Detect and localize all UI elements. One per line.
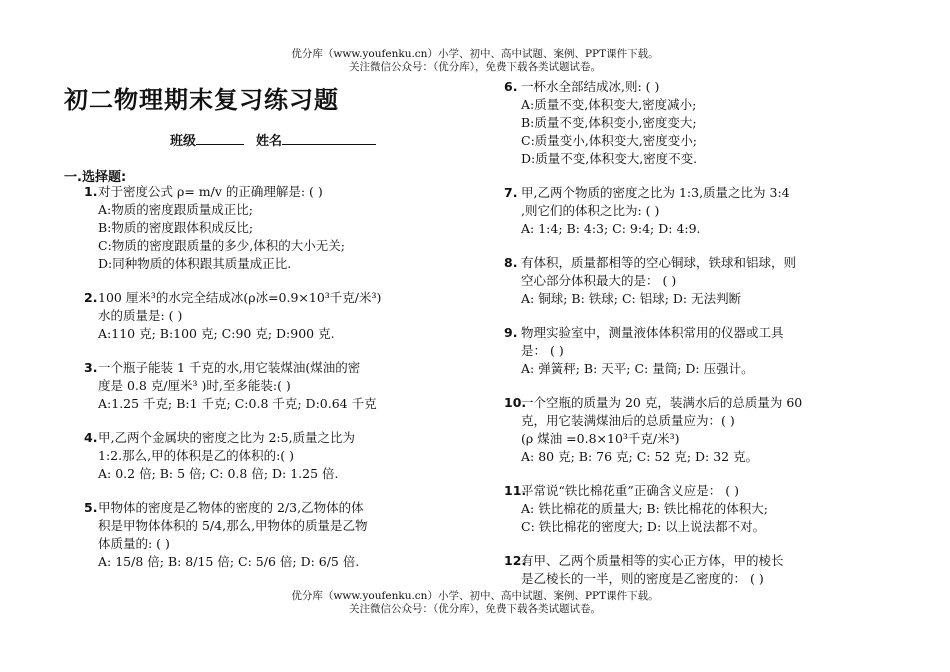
question-text: 有体积，质量都相等的空心铜球，铁球和铝球，则 [521, 255, 797, 270]
question-line: ,则它们的体积之比为: ( ) [521, 203, 660, 218]
footer-line-2: 关注微信公众号：（优分库），免费下载各类试题试卷。 [349, 603, 601, 615]
question-text: 一个瓶子能装 1 千克的水,用它装煤油(煤油的密 [98, 360, 361, 375]
question-line: A: 铜球; B: 铁球; C: 铝球; D: 无法判断 [521, 291, 742, 306]
question-text: 100 厘米³的水完全结成冰(ρ冰=0.9×10³千克/米³) [98, 290, 382, 305]
question-text: 甲,乙两个金属块的密度之比为 2:5,质量之比为 [98, 430, 356, 445]
question-line: 度是 0.8 克/厘米³ )时,至多能装:( ) [98, 378, 291, 393]
question-number: 12. [504, 553, 527, 568]
question-line: A:110 克; B:100 克; C:90 克; D:900 克. [98, 326, 335, 341]
question-number: 7. [504, 185, 518, 200]
question-line: 积是甲物体体积的 5/4,那么,甲物体的质量是乙物 [98, 518, 368, 533]
question-number: 5. [84, 500, 98, 515]
question-number: 3. [84, 360, 98, 375]
question-text: 有甲、乙两个质量相等的实心正方体，甲的棱长 [521, 553, 784, 568]
question-line: (ρ 煤油 =0.8×10³千克/米³) [521, 431, 680, 446]
question-line: 水的质量是: ( ) [98, 308, 183, 323]
question-line: A: 铁比棉花的质量大; B: 铁比棉花的体积大; [521, 501, 768, 516]
class-label: 班级 [170, 134, 197, 149]
question-line: 是： ( ) [521, 343, 564, 358]
question-number: 9. [504, 325, 518, 340]
class-name-line [170, 130, 376, 149]
name-label: 姓名 [256, 134, 283, 149]
question-line: A:质量不变,体积变大,密度减小; [521, 97, 697, 112]
question-line: A: 0.2 倍; B: 5 倍; C: 0.8 倍; D: 1.25 倍. [98, 466, 339, 481]
question-line: B:物质的密度跟体积成反比; [98, 220, 254, 235]
section-heading: 一.选择题: [64, 170, 127, 185]
question-number: 2. [84, 290, 98, 305]
question-number: 11. [504, 483, 527, 498]
question-text: 甲物体的密度是乙物体的密度的 2/3,乙物体的体 [98, 500, 364, 515]
question-line: A: 15/8 倍; B: 8/15 倍; C: 5/6 倍; D: 6/5 倍. [98, 554, 360, 569]
question-text: 对于密度公式 ρ= m/v 的正确理解是: ( ) [98, 184, 323, 199]
question-number: 4. [84, 430, 98, 445]
question-text: 甲,乙两个物质的密度之比为 1:3,质量之比为 3:4 [521, 185, 790, 200]
question-line: A:1.25 千克; B:1 千克; C:0.8 千克; D:0.64 千克 [98, 396, 377, 411]
question-line: D:同种物质的体积跟其质量成正比. [98, 256, 292, 271]
question-line: A: 弹簧秤; B: 天平; C: 量筒; D: 压强计。 [521, 361, 754, 376]
question-line: C:质量变小,体积变大,密度变小; [521, 133, 697, 148]
document-title: 初二物理期末复习练习题 [64, 86, 339, 114]
question-number: 1. [84, 184, 98, 199]
question-text: 一杯水全部结成冰,则: ( ) [521, 79, 660, 94]
name-blank[interactable] [282, 132, 376, 145]
class-blank[interactable] [196, 132, 244, 145]
question-line: 空心部分体积最大的是： ( ) [521, 273, 677, 288]
question-text: 一个空瓶的质量为 20 克，装满水后的总质量为 60 [521, 395, 803, 410]
question-line: A: 1:4; B: 4:3; C: 9:4; D: 4:9. [521, 221, 701, 236]
question-text: 平常说“铁比棉花重”正确含义应是： ( ) [521, 483, 739, 498]
question-text: 物理实验室中，测量液体体积常用的仪器或工具 [521, 325, 784, 340]
question-line: 是乙棱长的一半，则的密度是乙密度的： ( ) [521, 571, 764, 586]
question-line: 克，用它装满煤油后的总质量应为：( ) [521, 413, 735, 428]
question-line: B:质量不变,体积变小,密度变大; [521, 115, 697, 130]
question-number: 6. [504, 79, 518, 94]
question-line: A:物质的密度跟质量成正比; [98, 202, 253, 217]
page-header [0, 48, 950, 74]
page-footer [0, 590, 950, 616]
header-line-2: 关注微信公众号：（优分库），免费下载各类试题试卷。 [349, 61, 601, 73]
question-line: A: 80 克; B: 76 克; C: 52 克; D: 32 克。 [521, 449, 759, 464]
footer-line-1: 优分库（www.youfenku.cn）小学、初中、高中试题、案例、PPT课件下载。 [291, 590, 659, 602]
question-number: 10. [504, 395, 527, 410]
question-line: C: 铁比棉花的密度大; D: 以上说法都不对。 [521, 519, 766, 534]
header-line-1: 优分库（www.youfenku.cn）小学、初中、高中试题、案例、PPT课件下载。 [291, 48, 659, 60]
question-line: C:物质的密度跟质量的多少,体积的大小无关; [98, 238, 345, 253]
question-line: 1:2.那么,甲的体积是乙的体积的:( ) [98, 448, 295, 463]
question-number: 8. [504, 255, 518, 270]
question-line: D:质量不变,体积变大,密度不变. [521, 151, 698, 166]
question-line: 体质量的: ( ) [98, 536, 170, 551]
